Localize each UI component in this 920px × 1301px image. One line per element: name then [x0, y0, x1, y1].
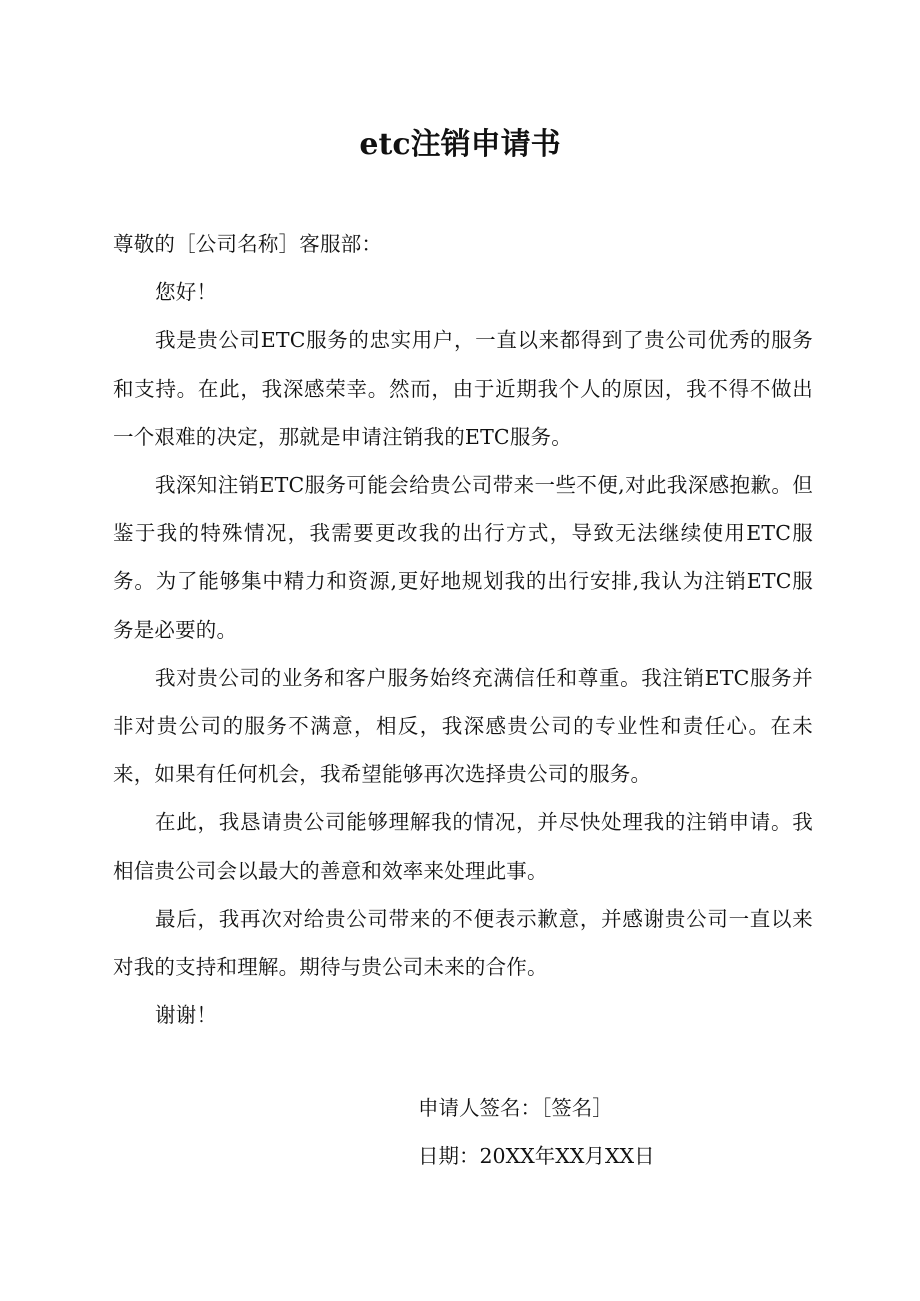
date-line: 日期：20XX年XX月XX日 [418, 1144, 655, 1168]
paragraph-5: 最后，我再次对给贵公司带来的不便表示歉意，并感谢贵公司一直以来对我的支持和理解。期待与贵公司未来的合作。 [113, 906, 813, 980]
paragraph-2: 我深知注销ETC服务可能会给贵公司带来一些不便,对此我深感抱歉。但鉴于我的特殊情况，我需要更改我的出行方式，导致无法继续使用ETC服务。为了能够集中精力和资源,更好地规划我的出行安排,我认为注销ETC服务是必要的。 [113, 473, 813, 642]
signature-line: 申请人签名：［签名］ [418, 1096, 613, 1120]
paragraph-4: 在此，我恳请贵公司能够理解我的情况，并尽快处理我的注销申请。我相信贵公司会以最大的善意和效率来处理此事。 [113, 810, 813, 883]
paragraph-3: 我对贵公司的业务和客户服务始终充满信任和尊重。我注销ETC服务并非对贵公司的服务不满意，相反，我深感贵公司的专业性和责任心。在未来，如果有任何机会，我希望能够再次选择贵公司的服务。 [113, 665, 813, 787]
document-title: etc注销申请书 [359, 127, 561, 162]
letter-body [113, 220, 813, 1039]
closing: 谢谢！ [155, 1003, 218, 1028]
paragraph-1: 我是贵公司ETC服务的忠实用户，一直以来都得到了贵公司优秀的服务和支持。在此，我深感荣幸。然而，由于近期我个人的原因，我不得不做出一个艰难的决定，那就是申请注销我的ETC服务。 [113, 328, 813, 449]
salutation: 尊敬的［公司名称］客服部： [113, 232, 383, 256]
greeting: 您好！ [155, 280, 218, 305]
signature-block [418, 1084, 655, 1180]
